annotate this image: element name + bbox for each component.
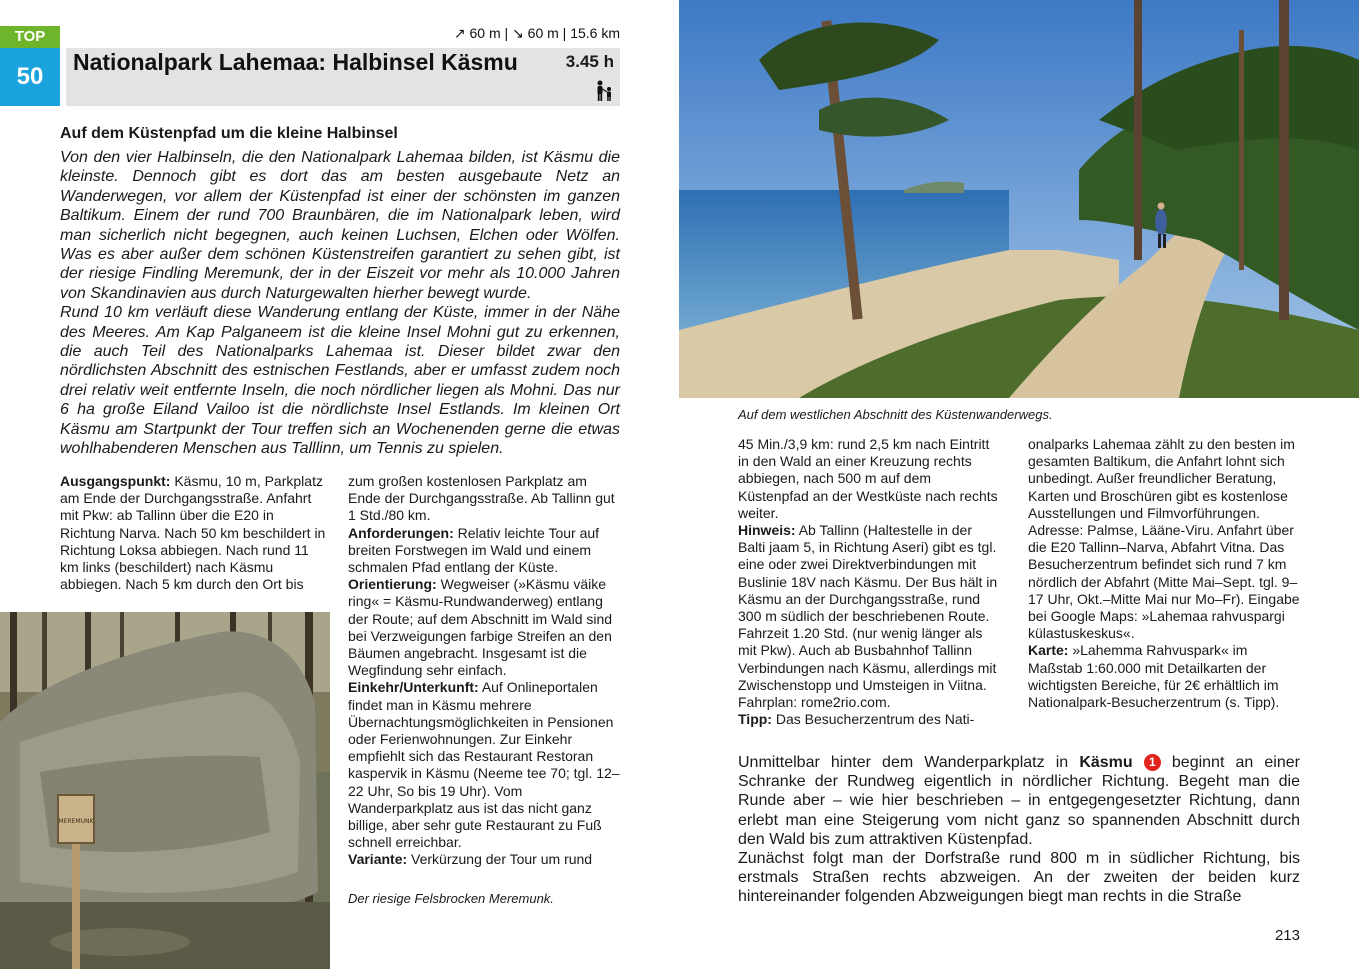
place-name: Käsmu [1079,754,1133,771]
info-label: Tipp: [738,711,772,728]
signpost-text: MEREMUNK [58,818,94,825]
info-text: zum großen kostenlosen Parkplatz am Ende der Durchgangsstraße. Ab Tallinn gut 1 Std./80 km. [348,473,615,524]
tour-number: 50 [0,48,60,106]
info-text: Das Besucherzentrum des Nati- [775,711,975,728]
info-column-1 [60,473,330,593]
family-icon [594,80,614,102]
caption-coastal-path: Auf dem westlichen Abschnitt des Küstenwanderwegs. [738,407,1053,422]
page-number: 213 [1274,927,1300,944]
info-label: Variante: [348,851,408,868]
info-text: Verkürzung der Tour um rund [411,851,593,868]
info-text: Wegweiser (»Käsmu väike ring« = Käsmu-Rundwanderweg) entlang der Route; auf dem Abschnitt im Wald sind bei Verzweigungen farbige Streifen an den Bäumen angebracht. Insgesamt ist die Wegfindung sehr einfach. [348,576,613,679]
body-paragraph: Unmittelbar hinter dem Wanderparkplatz in Käsmu 1 beginnt an einer Schranke der Rundweg eigentlich in nördlicher Richtung. Begeht man die Runde aber – wie hier beschrieben – in entgegengesetzter Richtung, dann erlebt man eine Steigerung vom nicht ganz so spannenden Abschnitt durch den Wald bis zum attraktiven Küstenpfad. [738,754,1300,848]
info-column-2 [348,473,620,869]
subtitle: Auf dem Küstenpfad um die kleine Halbinsel [60,125,398,142]
info-column-4 [1028,436,1300,711]
info-text: »Lahemma Rahvuspark« im Maßstab 1:60.000 mit Detailkarten der wichtigsten Bereiche, für 2€ erhältlich im Nationalpark-Besucherzentrum (s. Tipp). [1028,642,1280,711]
caption-boulder: Der riesige Felsbrocken Meremunk. [348,891,554,906]
info-label: Orientierung: [348,576,437,593]
top-badge: TOP [0,26,60,48]
body-paragraph: Zunächst folgt man der Dorfstraße rund 800 m in südlicher Richtung, bis erstmals Straßen rechts abzweigen. An der zweiten der beiden kurz hintereinander folgenden Abzweigungen biegt man rechts in die Straße [738,850,1300,906]
info-column-3 [738,436,1000,728]
intro-paragraph: Von den vier Halbinseln, die den Nationalpark Lahemaa bilden, ist Käsmu die kleinste. Dennoch gibt es dort das am besten ausgebaute Netz an Wanderwegen, vor allem der Küstenpfad ist einer der schönsten im ganzen Baltikum. Einem der rund 700 Braunbären, die im Nationalpark leben, wird man sicherlich nicht begegnen, auch keinen Luchsen, Elchen oder Wölfen. Was es aber außer dem schönen Küstenstreifen garantiert zu sehen gibt, ist der riesige Findling Meremunk, der in der Eiszeit vor mehr als 10.000 Jahren von Skandinavien aus durch Naturgewalten hierher bewegt wurde. [60,149,620,302]
info-text: onalparks Lahemaa zählt zu den besten im gesamten Baltikum, die Anfahrt lohnt sich unbedingt. Außer freundlicher Beratung, Karten und Broschüren gibt es kostenlose Ausstellungen und Filmvorführungen. Adresse: Palmse, Lääne-Viru. Anfahrt über die E20 Tallinn–Narva, Abfahrt Vitna. Das Besucherzentrum befindet sich rund 7 km nördlich der Abfahrt (Mitte Mai–Sept. tgl. 9–17 Uhr, Okt.–Mitte Mai nur Mo–Fr). Eingabe bei Google Maps: »Lahemaa rahvuspargi külastuskeskus«. [1028,436,1300,642]
intro-text [60,148,620,459]
info-label: Ausgangspunkt: [60,473,171,489]
info-label: Hinweis: [738,522,796,539]
waypoint-marker: 1 [1144,754,1161,771]
photo-coastal-path [679,0,1359,398]
info-text: Auf Onlineportalen findet man in Käsmu mehrere Übernachtungsmöglichkeiten in Pensionen oder Ferienwohnungen. Zur Einkehr empfiehlt sich das Restaurant Restoran kaspervik in Käsmu (Neeme tee 70; tgl. 12–22 Uhr, So bis 19 Uhr). Vom Wanderparkplatz aus ist das nicht ganz billige, aber sehr gute Restaurant zu Fuß schnell erreichbar. [348,679,620,851]
page-title: Nationalpark Lahemaa: Halbinsel Käsmu [73,49,518,75]
tour-stats: ↗ 60 m | ↘ 60 m | 15.6 km [453,25,620,41]
route-description [738,753,1300,907]
info-label: Anforderungen: [348,524,454,541]
info-label: Einkehr/Unterkunft: [348,679,479,696]
photo-boulder-meremunk [0,612,330,969]
info-text: 45 Min./3,9 km: rund 2,5 km nach Eintritt in den Wald an einer Kreuzung rechts abbiegen, nach 500 m auf dem Küstenpfad an der Westküste nach rechts weiter. [738,436,998,521]
info-text: Relativ leichte Tour auf breiten Forstwegen im Wald und einem schmalen Pfad entlang der Küste. [348,524,600,576]
info-text: Käsmu, 10 m, Parkplatz am Ende der Durchgangsstraße. Anfahrt mit Pkw: ab Tallinn über die E20 in Richtung Narva. Nach 50 km beschildert in Richtung Loksa abbiegen. Nach rund 11 km links (beschildert) nach Käsmu abbiegen. Nach 5 km durch den Ort bis [60,473,326,593]
info-label: Karte: [1028,642,1069,659]
intro-paragraph: Rund 10 km verläuft diese Wanderung entlang der Küste, immer in der Nähe des Meeres. Am Kap Palganeem ist die kleine Insel Mohni gut zu erkennen, die auch Teil des Nationalparks Lahemaa ist. Dieser bildet zwar den nördlichsten Abschnitt des estnischen Festlands, aber er umfasst zudem noch drei relativ weit entfernte Inseln, die noch nördlicher liegen als Mohni. Das nur 6 ha große Eiland Vailoo ist die nördlichste Insel Estlands. Im kleinen Ort Käsmu am Startpunkt der Tour treffen sich an Wochenenden gerne die etwas wohlhabenderen Menschen aus Talllinn, um Tennis zu spielen. [60,304,620,458]
info-text: Ab Tallinn (Haltestelle in der Balti jaam 5, in Richtung Aseri) gibt es tgl. eine oder zwei Direktverbindungen mit Buslinie 18V nach Käsmu. Der Bus hält in Käsmu an der Durchgangsstraße, rund 300 m südlich der beschriebenen Route. Fahrzeit 1.20 Std. (nur wenig länger als mit Pkw). Auch ab Busbahnhof Tallinn Verbindungen nach Käsmu, allerdings mit Zwischenstopp und Umsteigen in Viitna. Fahrplan: rome2rio.com. [738,522,998,711]
tour-duration: 3.45 h [565,52,614,71]
